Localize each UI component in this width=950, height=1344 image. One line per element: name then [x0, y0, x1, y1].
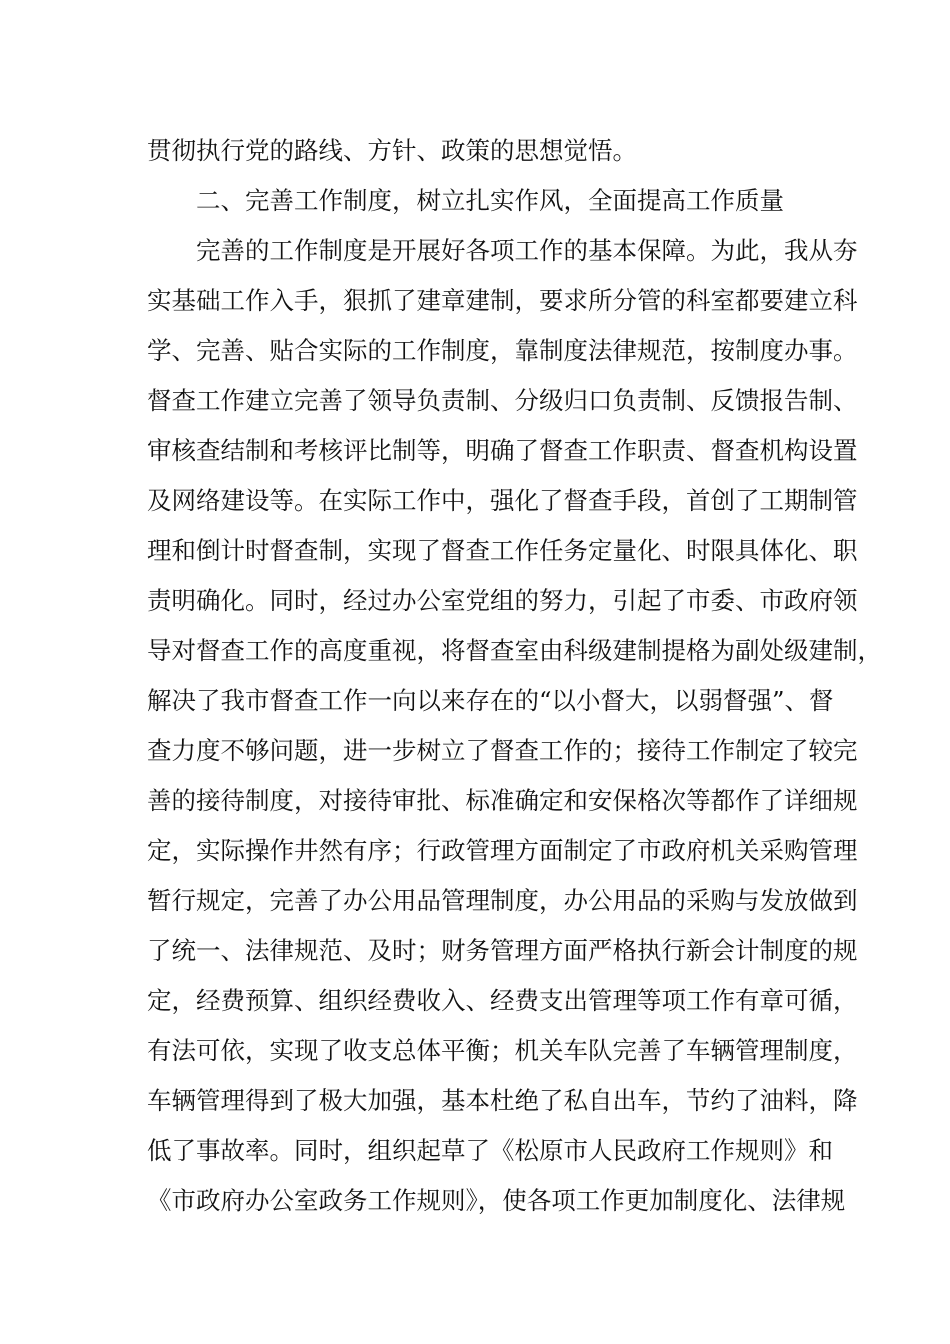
text-line: 贯彻执行党的路线、方针、政策的思想觉悟。: [147, 136, 637, 165]
text-line: 实基础工作入手，狠抓了建章建制，要求所分管的科室都要建立科: [147, 286, 858, 315]
text-line: 定，实际操作井然有序；行政管理方面制定了市政府机关采购管理: [147, 836, 858, 865]
text-line: 导对督查工作的高度重视，将督查室由科级建制提格为副处级建制，: [147, 636, 882, 665]
text-line: 有法可依，实现了收支总体平衡；机关车队完善了车辆管理制度，: [147, 1036, 858, 1065]
paragraph-first-line: 完善的工作制度是开展好各项工作的基本保障。为此，我从夯: [196, 236, 858, 265]
text-line: 解决了我市督查工作一向以来存在的“以小督大，以弱督强”、督: [147, 686, 834, 715]
text-line: 审核查结制和考核评比制等，明确了督查工作职责、督查机构设置: [147, 436, 858, 465]
text-line: 查力度不够问题，进一步树立了督查工作的；接待工作制定了较完: [147, 736, 858, 765]
text-line: 了统一、法律规范、及时；财务管理方面严格执行新会计制度的规: [147, 936, 858, 965]
text-line: 学、完善、贴合实际的工作制度，靠制度法律规范，按制度办事。: [147, 336, 858, 365]
text-line: 车辆管理得到了极大加强，基本杜绝了私自出车，节约了油料，降: [147, 1086, 858, 1115]
text-line: 理和倒计时督查制，实现了督查工作任务定量化、时限具体化、职: [147, 536, 858, 565]
text-line: 及网络建设等。在实际工作中，强化了督查手段，首创了工期制管: [147, 486, 858, 515]
text-line: 暂行规定，完善了办公用品管理制度，办公用品的采购与发放做到: [147, 886, 858, 915]
text-line: 《市政府办公室政务工作规则》，使各项工作更加制度化、法律规: [147, 1186, 846, 1215]
text-line: 督查工作建立完善了领导负责制、分级归口负责制、反馈报告制、: [147, 386, 858, 415]
text-line: 低了事故率。同时，组织起草了《松原市人民政府工作规则》和: [147, 1136, 833, 1165]
text-line: 责明确化。同时，经过办公室党组的努力，引起了市委、市政府领: [147, 586, 858, 615]
text-line: 善的接待制度，对接待审批、标准确定和安保格次等都作了详细规: [147, 786, 858, 815]
text-line: 定，经费预算、组织经费收入、经费支出管理等项工作有章可循，: [147, 986, 858, 1015]
section-heading: 二、完善工作制度，树立扎实作风，全面提高工作质量: [196, 186, 784, 215]
